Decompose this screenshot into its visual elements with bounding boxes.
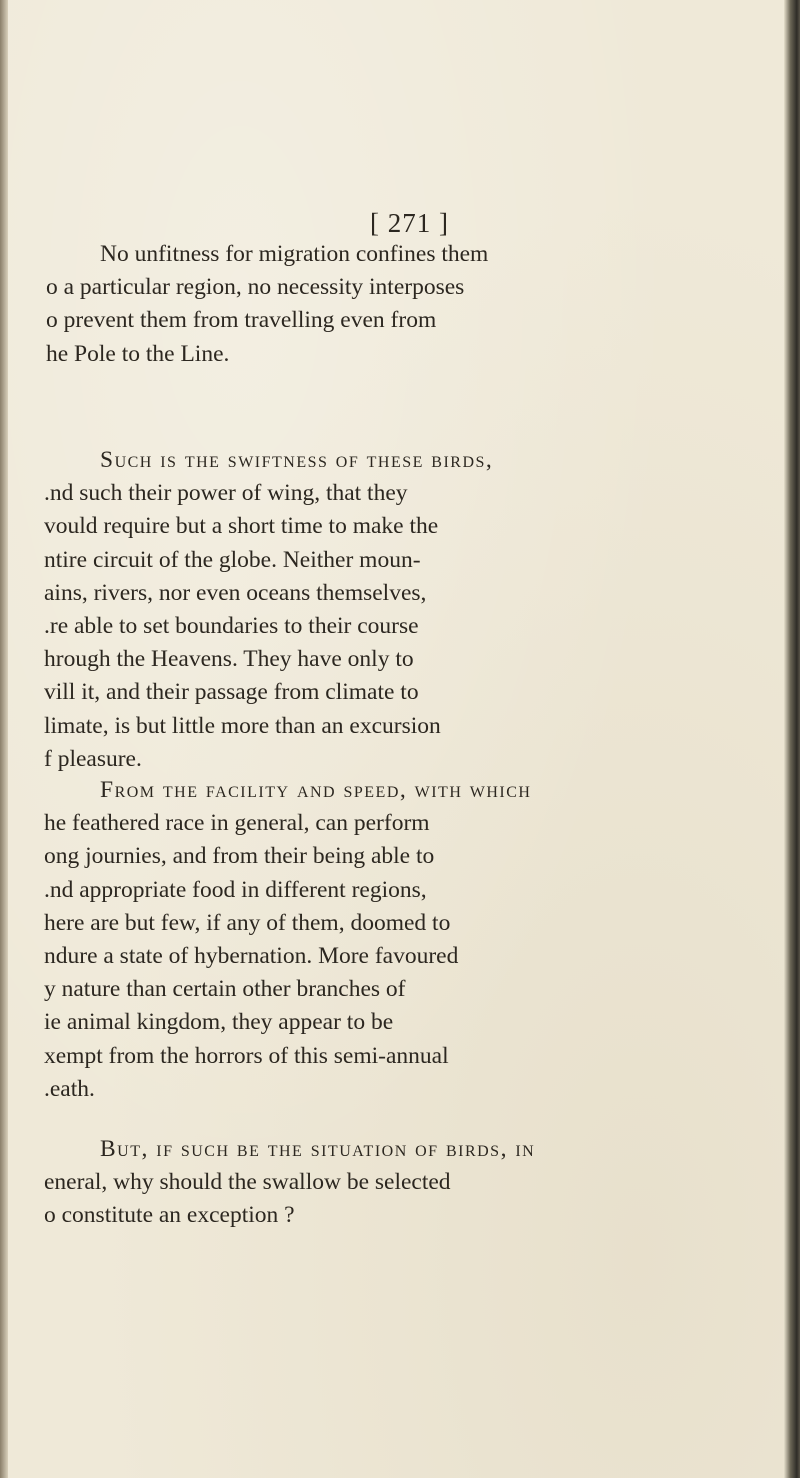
text-line: here are but few, if any of them, doomed to — [44, 909, 451, 936]
text-line: y nature than certain other branches of — [44, 976, 406, 1003]
text-line: ndure a state of hybernation. More favoured — [44, 943, 459, 970]
text-line: ie animal kingdom, they appear to be — [44, 1009, 394, 1036]
text-line: he feathered race in general, can perform — [44, 810, 430, 837]
paragraph-4 — [34, 1133, 780, 1233]
paragraph-2 — [34, 444, 780, 776]
text-line: o prevent them from travelling even from — [46, 307, 437, 334]
text-line: limate, is but little more than an excursion — [44, 712, 441, 739]
text-line: ntire circuit of the globe. Neither moun- — [44, 546, 421, 573]
paragraph-3 — [34, 774, 780, 1106]
text-line: o constitute an exception ? — [44, 1202, 295, 1229]
text-line: No unfitness for migration confines them — [100, 241, 489, 267]
page-gutter-left — [0, 0, 8, 1478]
paragraph-1 — [34, 238, 780, 371]
text-line: o a particular region, no necessity interposes — [46, 274, 465, 301]
text-line: xempt from the horrors of this semi-annual — [44, 1042, 449, 1069]
text-line: hrough the Heavens. They have only to — [44, 646, 414, 673]
text-line: .re able to set boundaries to their course — [44, 613, 419, 640]
text-line: .nd appropriate food in different regions, — [44, 876, 427, 903]
text-line: .nd such their power of wing, that they — [44, 480, 408, 507]
page-number: [ 271 ] — [370, 208, 449, 238]
text-line: But, if such be the situation of birds, in — [100, 1136, 536, 1162]
text-line: vould require but a short time to make the — [44, 513, 439, 540]
text-line: ains, rivers, nor even oceans themselves, — [44, 579, 427, 606]
text-line: f pleasure. — [44, 745, 142, 772]
text-line: he Pole to the Line. — [46, 340, 230, 367]
text-line: .eath. — [44, 1075, 95, 1102]
text-line: ong journies, and from their being able to — [44, 843, 435, 870]
text-line: From the facility and speed, with which — [100, 777, 532, 803]
text-line: eneral, why should the swallow be selected — [44, 1169, 451, 1196]
text-line: vill it, and their passage from climate to — [44, 679, 419, 706]
page-edge-right — [784, 0, 800, 1478]
text-line: Such is the swiftness of these birds, — [100, 447, 494, 473]
